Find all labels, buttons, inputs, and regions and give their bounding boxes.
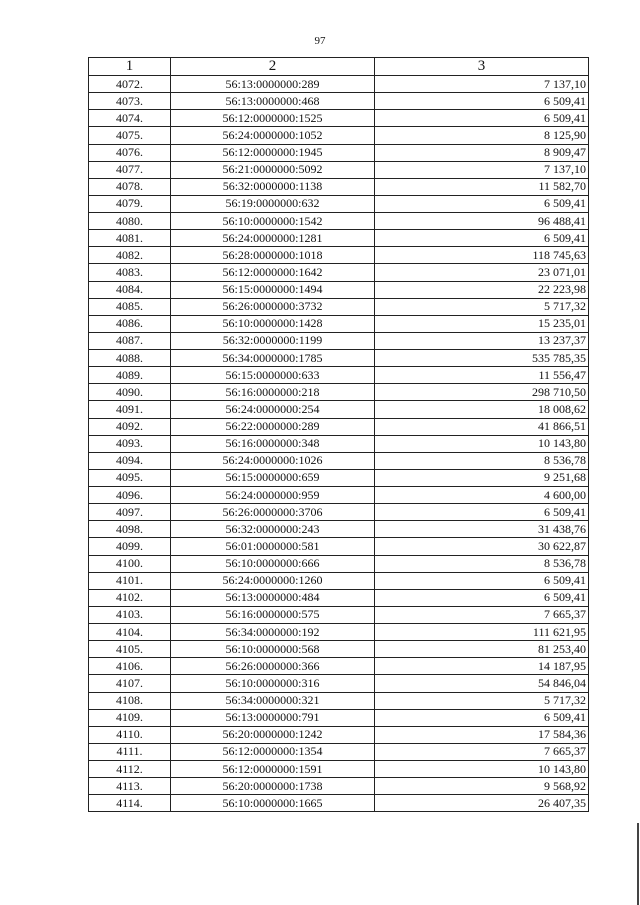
table-header-row bbox=[89, 58, 589, 76]
cadastral-number-cell: 56:20:0000000:1242 bbox=[171, 726, 375, 743]
row-number-cell: 4086. bbox=[89, 315, 171, 332]
cadastral-number-cell: 56:24:0000000:1026 bbox=[171, 452, 375, 469]
row-number-cell: 4107. bbox=[89, 675, 171, 692]
amount-cell: 6 509,41 bbox=[375, 110, 589, 127]
row-number-cell: 4093. bbox=[89, 435, 171, 452]
cadastral-number-cell: 56:32:0000000:1138 bbox=[171, 178, 375, 195]
row-number-cell: 4084. bbox=[89, 281, 171, 298]
scan-edge-mark bbox=[637, 823, 639, 905]
amount-cell: 6 509,41 bbox=[375, 709, 589, 726]
cadastral-number-cell: 56:12:0000000:1525 bbox=[171, 110, 375, 127]
cadastral-number-cell: 56:24:0000000:1281 bbox=[171, 230, 375, 247]
amount-cell: 26 407,35 bbox=[375, 795, 589, 812]
cadastral-number-cell: 56:15:0000000:659 bbox=[171, 469, 375, 486]
cadastral-number-cell: 56:24:0000000:959 bbox=[171, 487, 375, 504]
table-row bbox=[89, 469, 589, 486]
table-row bbox=[89, 298, 589, 315]
row-number-cell: 4081. bbox=[89, 230, 171, 247]
table-row bbox=[89, 452, 589, 469]
amount-cell: 4 600,00 bbox=[375, 487, 589, 504]
cadastral-number-cell: 56:28:0000000:1018 bbox=[171, 247, 375, 264]
row-number-cell: 4101. bbox=[89, 572, 171, 589]
table-body bbox=[89, 76, 589, 812]
row-number-cell: 4102. bbox=[89, 589, 171, 606]
row-number-cell: 4104. bbox=[89, 624, 171, 641]
row-number-cell: 4088. bbox=[89, 350, 171, 367]
row-number-cell: 4108. bbox=[89, 692, 171, 709]
row-number-cell: 4075. bbox=[89, 127, 171, 144]
table-row bbox=[89, 504, 589, 521]
amount-cell: 17 584,36 bbox=[375, 726, 589, 743]
table-row bbox=[89, 555, 589, 572]
row-number-cell: 4109. bbox=[89, 709, 171, 726]
cadastral-number-cell: 56:10:0000000:316 bbox=[171, 675, 375, 692]
row-number-cell: 4106. bbox=[89, 658, 171, 675]
cadastral-number-cell: 56:26:0000000:3732 bbox=[171, 298, 375, 315]
cadastral-number-cell: 56:20:0000000:1738 bbox=[171, 778, 375, 795]
row-number-cell: 4091. bbox=[89, 401, 171, 418]
cadastral-number-cell: 56:34:0000000:192 bbox=[171, 624, 375, 641]
cadastral-number-cell: 56:12:0000000:1354 bbox=[171, 743, 375, 760]
amount-cell: 111 621,95 bbox=[375, 624, 589, 641]
row-number-cell: 4111. bbox=[89, 743, 171, 760]
table-row bbox=[89, 624, 589, 641]
table-row bbox=[89, 795, 589, 812]
table-row bbox=[89, 213, 589, 230]
cadastral-number-cell: 56:21:0000000:5092 bbox=[171, 161, 375, 178]
row-number-cell: 4079. bbox=[89, 195, 171, 212]
amount-cell: 10 143,80 bbox=[375, 761, 589, 778]
cadastral-number-cell: 56:24:0000000:1052 bbox=[171, 127, 375, 144]
amount-cell: 15 235,01 bbox=[375, 315, 589, 332]
table-row bbox=[89, 247, 589, 264]
amount-cell: 30 622,87 bbox=[375, 538, 589, 555]
row-number-cell: 4105. bbox=[89, 641, 171, 658]
cadastral-number-cell: 56:13:0000000:791 bbox=[171, 709, 375, 726]
amount-cell: 14 187,95 bbox=[375, 658, 589, 675]
table-row bbox=[89, 778, 589, 795]
table-row bbox=[89, 726, 589, 743]
row-number-cell: 4073. bbox=[89, 93, 171, 110]
table-row bbox=[89, 572, 589, 589]
table-row bbox=[89, 315, 589, 332]
cadastral-number-cell: 56:16:0000000:575 bbox=[171, 606, 375, 623]
cadastral-number-cell: 56:01:0000000:581 bbox=[171, 538, 375, 555]
table-row bbox=[89, 675, 589, 692]
cadastral-number-cell: 56:32:0000000:243 bbox=[171, 521, 375, 538]
table-row bbox=[89, 521, 589, 538]
cadastral-number-cell: 56:10:0000000:1665 bbox=[171, 795, 375, 812]
table-row bbox=[89, 76, 589, 93]
amount-cell: 54 846,04 bbox=[375, 675, 589, 692]
row-number-cell: 4090. bbox=[89, 384, 171, 401]
row-number-cell: 4072. bbox=[89, 76, 171, 93]
row-number-cell: 4103. bbox=[89, 606, 171, 623]
row-number-cell: 4098. bbox=[89, 521, 171, 538]
table-row bbox=[89, 281, 589, 298]
data-table bbox=[88, 57, 589, 812]
amount-cell: 6 509,41 bbox=[375, 572, 589, 589]
amount-cell: 6 509,41 bbox=[375, 589, 589, 606]
table-row bbox=[89, 435, 589, 452]
table-row bbox=[89, 264, 589, 281]
amount-cell: 7 137,10 bbox=[375, 76, 589, 93]
table-row bbox=[89, 161, 589, 178]
row-number-cell: 4077. bbox=[89, 161, 171, 178]
row-number-cell: 4082. bbox=[89, 247, 171, 264]
row-number-cell: 4083. bbox=[89, 264, 171, 281]
row-number-cell: 4110. bbox=[89, 726, 171, 743]
cadastral-number-cell: 56:16:0000000:218 bbox=[171, 384, 375, 401]
page-number: 97 bbox=[314, 35, 326, 47]
row-number-cell: 4078. bbox=[89, 178, 171, 195]
amount-cell: 11 582,70 bbox=[375, 178, 589, 195]
cadastral-number-cell: 56:34:0000000:1785 bbox=[171, 350, 375, 367]
table-row bbox=[89, 93, 589, 110]
table-row bbox=[89, 761, 589, 778]
cadastral-number-cell: 56:12:0000000:1642 bbox=[171, 264, 375, 281]
row-number-cell: 4092. bbox=[89, 418, 171, 435]
table-row bbox=[89, 418, 589, 435]
amount-cell: 9 568,92 bbox=[375, 778, 589, 795]
cadastral-number-cell: 56:15:0000000:633 bbox=[171, 367, 375, 384]
amount-cell: 5 717,32 bbox=[375, 298, 589, 315]
amount-cell: 118 745,63 bbox=[375, 247, 589, 264]
amount-cell: 6 509,41 bbox=[375, 230, 589, 247]
amount-cell: 31 438,76 bbox=[375, 521, 589, 538]
row-number-cell: 4074. bbox=[89, 110, 171, 127]
cadastral-number-cell: 56:19:0000000:632 bbox=[171, 195, 375, 212]
amount-cell: 6 509,41 bbox=[375, 504, 589, 521]
amount-cell: 7 665,37 bbox=[375, 606, 589, 623]
amount-cell: 22 223,98 bbox=[375, 281, 589, 298]
table-row bbox=[89, 350, 589, 367]
table-row bbox=[89, 195, 589, 212]
amount-cell: 8 536,78 bbox=[375, 555, 589, 572]
table-row bbox=[89, 709, 589, 726]
amount-cell: 11 556,47 bbox=[375, 367, 589, 384]
table-row bbox=[89, 401, 589, 418]
amount-cell: 18 008,62 bbox=[375, 401, 589, 418]
table-row bbox=[89, 606, 589, 623]
row-number-cell: 4094. bbox=[89, 452, 171, 469]
table-row bbox=[89, 178, 589, 195]
table-row bbox=[89, 538, 589, 555]
cadastral-number-cell: 56:13:0000000:468 bbox=[171, 93, 375, 110]
cadastral-number-cell: 56:10:0000000:1428 bbox=[171, 315, 375, 332]
amount-cell: 5 717,32 bbox=[375, 692, 589, 709]
table-row bbox=[89, 144, 589, 161]
row-number-cell: 4112. bbox=[89, 761, 171, 778]
cadastral-number-cell: 56:10:0000000:666 bbox=[171, 555, 375, 572]
cadastral-number-cell: 56:12:0000000:1591 bbox=[171, 761, 375, 778]
row-number-cell: 4095. bbox=[89, 469, 171, 486]
cadastral-number-cell: 56:13:0000000:484 bbox=[171, 589, 375, 606]
row-number-cell: 4097. bbox=[89, 504, 171, 521]
row-number-cell: 4087. bbox=[89, 332, 171, 349]
cadastral-number-cell: 56:22:0000000:289 bbox=[171, 418, 375, 435]
cadastral-number-cell: 56:10:0000000:1542 bbox=[171, 213, 375, 230]
row-number-cell: 4113. bbox=[89, 778, 171, 795]
row-number-cell: 4096. bbox=[89, 487, 171, 504]
row-number-cell: 4080. bbox=[89, 213, 171, 230]
table-row bbox=[89, 743, 589, 760]
row-number-cell: 4085. bbox=[89, 298, 171, 315]
amount-cell: 81 253,40 bbox=[375, 641, 589, 658]
table-row bbox=[89, 384, 589, 401]
column-header-1: 1 bbox=[89, 58, 171, 76]
table-row bbox=[89, 110, 589, 127]
row-number-cell: 4099. bbox=[89, 538, 171, 555]
amount-cell: 8 536,78 bbox=[375, 452, 589, 469]
amount-cell: 7 137,10 bbox=[375, 161, 589, 178]
cadastral-number-cell: 56:32:0000000:1199 bbox=[171, 332, 375, 349]
cadastral-number-cell: 56:12:0000000:1945 bbox=[171, 144, 375, 161]
amount-cell: 23 071,01 bbox=[375, 264, 589, 281]
table-row bbox=[89, 487, 589, 504]
amount-cell: 8 909,47 bbox=[375, 144, 589, 161]
amount-cell: 7 665,37 bbox=[375, 743, 589, 760]
row-number-cell: 4076. bbox=[89, 144, 171, 161]
cadastral-number-cell: 56:16:0000000:348 bbox=[171, 435, 375, 452]
cadastral-number-cell: 56:26:0000000:366 bbox=[171, 658, 375, 675]
table-row bbox=[89, 641, 589, 658]
column-header-2: 2 bbox=[171, 58, 375, 76]
amount-cell: 41 866,51 bbox=[375, 418, 589, 435]
cadastral-number-cell: 56:24:0000000:254 bbox=[171, 401, 375, 418]
row-number-cell: 4114. bbox=[89, 795, 171, 812]
table-row bbox=[89, 127, 589, 144]
table-row bbox=[89, 692, 589, 709]
table-row bbox=[89, 589, 589, 606]
row-number-cell: 4100. bbox=[89, 555, 171, 572]
amount-cell: 96 488,41 bbox=[375, 213, 589, 230]
amount-cell: 8 125,90 bbox=[375, 127, 589, 144]
cadastral-number-cell: 56:15:0000000:1494 bbox=[171, 281, 375, 298]
table-row bbox=[89, 332, 589, 349]
amount-cell: 6 509,41 bbox=[375, 93, 589, 110]
amount-cell: 535 785,35 bbox=[375, 350, 589, 367]
amount-cell: 10 143,80 bbox=[375, 435, 589, 452]
amount-cell: 9 251,68 bbox=[375, 469, 589, 486]
table-row bbox=[89, 230, 589, 247]
table-row bbox=[89, 658, 589, 675]
cadastral-number-cell: 56:24:0000000:1260 bbox=[171, 572, 375, 589]
amount-cell: 13 237,37 bbox=[375, 332, 589, 349]
column-header-3: 3 bbox=[375, 58, 589, 76]
row-number-cell: 4089. bbox=[89, 367, 171, 384]
amount-cell: 298 710,50 bbox=[375, 384, 589, 401]
table-row bbox=[89, 367, 589, 384]
amount-cell: 6 509,41 bbox=[375, 195, 589, 212]
cadastral-number-cell: 56:10:0000000:568 bbox=[171, 641, 375, 658]
cadastral-number-cell: 56:34:0000000:321 bbox=[171, 692, 375, 709]
cadastral-number-cell: 56:26:0000000:3706 bbox=[171, 504, 375, 521]
cadastral-number-cell: 56:13:0000000:289 bbox=[171, 76, 375, 93]
